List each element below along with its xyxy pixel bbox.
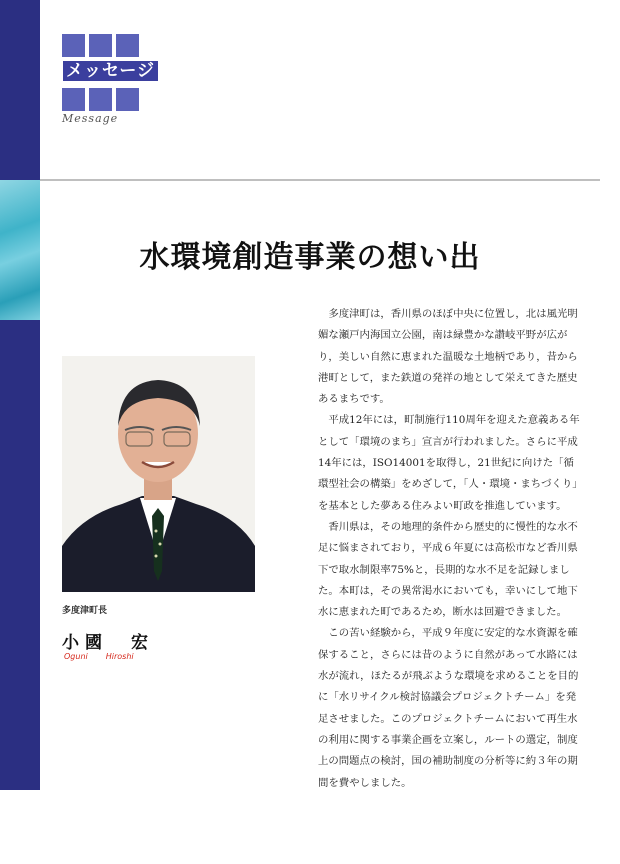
header-divider xyxy=(40,179,600,181)
portrait-photo xyxy=(62,356,255,592)
logo-tile xyxy=(89,88,112,111)
logo-tile xyxy=(116,34,139,57)
profile-roman-family: Oguni xyxy=(64,652,88,661)
profile-roman-given: Hiroshi xyxy=(105,652,134,661)
message-body xyxy=(318,304,580,794)
profile-role: 多度津町長 xyxy=(62,606,108,616)
logo-tile xyxy=(62,34,85,57)
profile-roman-name xyxy=(64,652,152,661)
body-paragraph: 平成12年には，町制施行110周年を迎えた意義ある年として「環境のまち」宣言が行われました。さらに平成14年には，ISO14001を取得し，21世紀に向けた「循環型社会の構築」をめざして，「人・環境・まちづくり」を基本とした夢ある住みよい町政を推進しています。 xyxy=(318,414,580,512)
article-title: 水環境創造事業の想い出 xyxy=(139,240,481,275)
left-color-band xyxy=(0,0,40,790)
logo-tile xyxy=(89,34,112,57)
logo-tile xyxy=(116,88,139,111)
section-label: メッセージ xyxy=(62,60,159,82)
body-paragraph: 香川県は，その地理的条件から歴史的に慢性的な水不足に悩まされており，平成６年夏には高松市など香川県下で取水制限率75%と，長期的な水不足を記録しました。本町は，その異常渇水においても，幸いにして地下水に恵まれた町であるため，断水は回避できました。 xyxy=(318,520,578,619)
profile-name: 小國 宏 xyxy=(62,633,154,653)
body-paragraph: この苦い経験から，平成９年度に安定的な水資源を確保すること，さらには昔のように自然があって水路には水が流れ，ほたるが飛ぶような環境を求めることを目的に「水リサイクル検討協議会プロジェクトチーム」を発足させました。このプロジェクトチームにおいて再生水の利用に関する事業企画を立案し，ルートの選定，制度上の問題点の検討，国の補助制度の分析等に約３年の期間を費やしました。 xyxy=(318,627,579,789)
section-subtitle: Message xyxy=(62,112,119,125)
logo-tile xyxy=(62,88,85,111)
water-texture-strip xyxy=(0,180,40,320)
portrait-illustration xyxy=(62,356,255,592)
body-paragraph: 多度津町は，香川県のほぼ中央に位置し，北は風光明媚な瀬戸内海国立公園，南は緑豊かな讃岐平野が広がり，美しい自然に恵まれた温暖な土地柄であり，昔から港町として，また鉄道の発祥の地として栄えてきた歴史あるまちです。 xyxy=(318,308,578,406)
